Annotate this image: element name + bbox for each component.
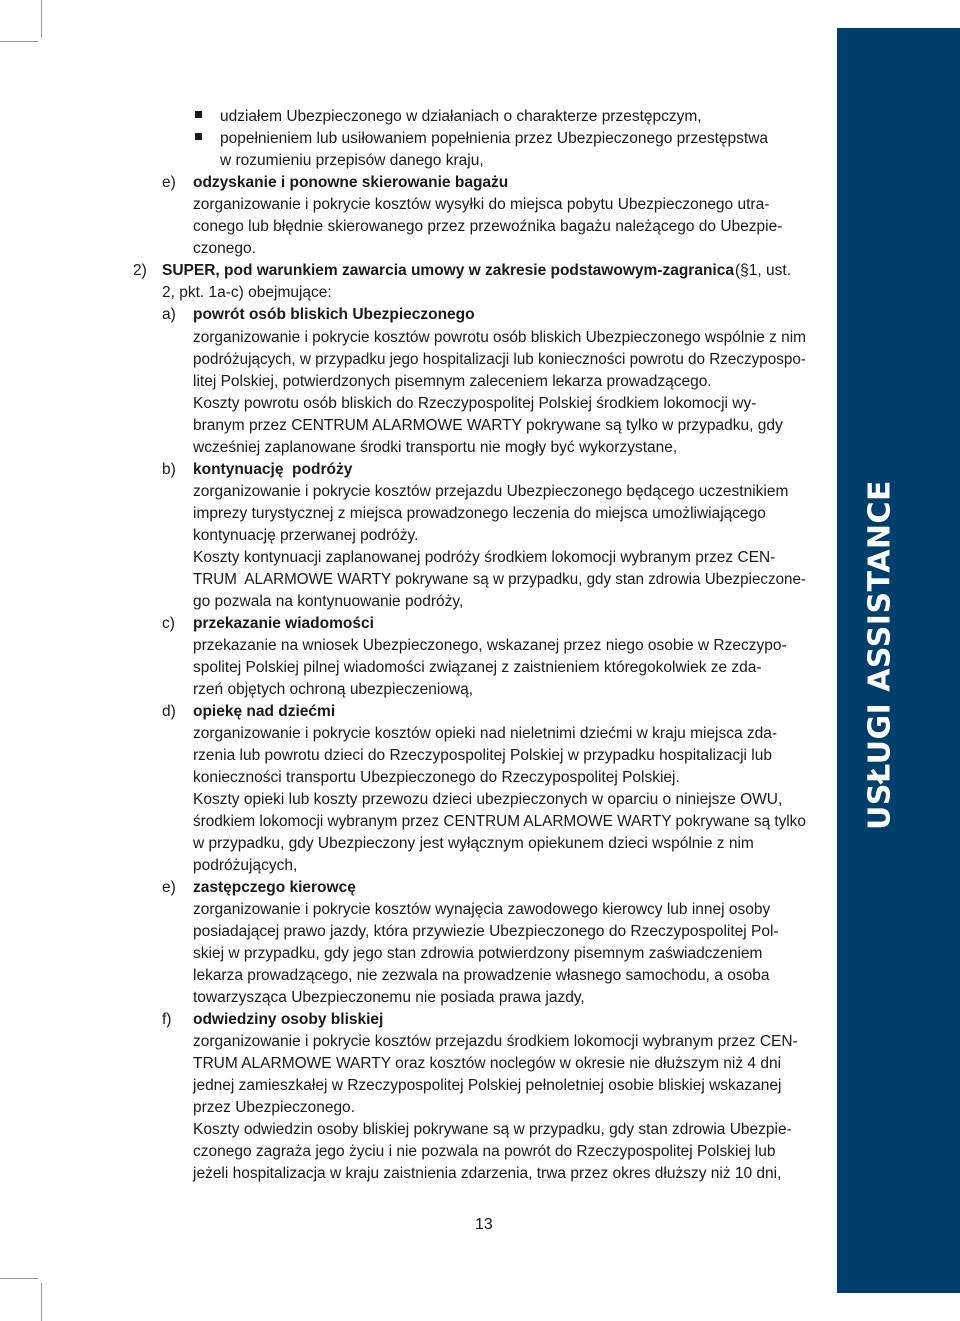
text-line: zorganizowanie i pokrycie kosztów przejazdu środkiem lokomocji wybranym przez CEN- (193, 1033, 798, 1050)
text-line: 2, pkt. 1a-c) obejmujące: (162, 284, 332, 301)
item-heading: zastępczego kierowcę (193, 879, 356, 896)
text-line: towarzysząca Ubezpieczonemu nie posiada prawa jazdy, (193, 989, 585, 1006)
text-line: imprezy turystycznej z miejsca prowadzonego leczenia do miejsca umożliwiającego (193, 505, 766, 522)
text-line: lekarza prowadzącego, nie zezwala na prowadzenie własnego samochodu, a osoba (193, 967, 770, 984)
text-line: conego lub błędnie skierowanego przez przewoźnika bagażu należącego do Ubezpie- (193, 218, 783, 235)
page-number: 13 (475, 1216, 493, 1233)
list-marker: e) (162, 174, 176, 191)
text-line: Koszty kontynuacji zaplanowanej podróży środkiem lokomocji wybranym przez CEN- (193, 549, 776, 566)
text-line: czonego zagraża jego życiu i nie pozwala na powrót do Rzeczypospolitej Polskiej lub (193, 1143, 776, 1160)
text-line: konieczności transportu Ubezpieczonego do Rzeczypospolitej Polskiej. (193, 769, 680, 786)
bullet-icon (195, 133, 202, 140)
text-line: TRUM ALARMOWE WARTY pokrywane są w przypadku, gdy stan zdrowia Ubezpieczone- (193, 571, 806, 588)
text-line: przez Ubezpieczonego. (193, 1099, 355, 1116)
item-heading: odzyskanie i ponowne skierowanie bagażu (193, 174, 509, 191)
text-line: posiadającej prawo jazdy, która przywiezie Ubezpieczonego do Rzeczypospolitej Pol- (193, 923, 779, 940)
text-line: zorganizowanie i pokrycie kosztów wynajęcia zawodowego kierowcy lub innej osoby (193, 901, 771, 918)
list-marker: d) (162, 703, 176, 720)
text-line: czonego. (193, 240, 256, 257)
text-line: w przypadku, gdy Ubezpieczony jest wyłącznym opiekunem dzieci wspólnie z nim (193, 835, 754, 852)
crop-mark (41, 0, 42, 38)
item-heading: kontynuację podróży (193, 461, 353, 478)
section-sidebar (837, 28, 960, 1293)
text-line: przekazanie na wniosek Ubezpieczonego, wskazanej przez niego osobie w Rzeczypo- (193, 637, 787, 654)
text-line: popełnieniem lub usiłowaniem popełnienia przez Ubezpieczonego przestępstwa (220, 130, 769, 147)
text-line: TRUM ALARMOWE WARTY oraz kosztów noclegów w okresie nie dłuższym niż 4 dni (193, 1055, 782, 1072)
text-line: Koszty opieki lub koszty przewozu dzieci ubezpieczonych w oparciu o niniejsze OWU, (193, 791, 783, 808)
text-line: (§1, ust. (735, 262, 791, 279)
section-title: USŁUGI ASSISTANCE (862, 479, 898, 831)
text-line: udziałem Ubezpieczonego w działaniach o charakterze przestępczym, (220, 108, 702, 125)
text-line: zorganizowanie i pokrycie kosztów powrotu osób bliskich Ubezpieczonego wspólnie z nim (193, 329, 806, 346)
text-line: jeżeli hospitalizacja w kraju zaistnienia zdarzenia, trwa przez okres dłuższy niż 10 dni, (193, 1165, 782, 1182)
item-heading: przekazanie wiadomości (193, 615, 374, 632)
text-line: litej Polskiej, potwierdzonych pisemnym zaleceniem lekarza prowadzącego. (193, 373, 712, 390)
text-line: środkiem lokomocji wybranym przez CENTRUM ALARMOWE WARTY pokrywane są tylko (193, 813, 806, 830)
text-line: skiej w przypadku, gdy jego stan zdrowia potwierdzony pisemnym zaświadczeniem (193, 945, 763, 962)
item-heading: opiekę nad dziećmi (193, 703, 336, 720)
item-heading: powrót osób bliskich Ubezpieczonego (193, 306, 475, 323)
text-line: spolitej Polskiej pilnej wiadomości związanej z zaistnieniem któregokolwiek ze zda- (193, 659, 762, 676)
text-line: jednej zamieszkałej w Rzeczypospolitej Polskiej pełnoletniej osobie bliskiej wskazanej (193, 1077, 782, 1094)
list-marker: f) (162, 1011, 172, 1028)
list-marker: 2) (133, 262, 147, 279)
text-line: rzeń objętych ochroną ubezpieczeniową, (193, 681, 474, 698)
text-line: wcześniej zaplanowane środki transportu nie mogły być wykorzystane, (193, 439, 678, 456)
text-line: kontynuację przerwanej podróży. (193, 527, 419, 544)
crop-mark (0, 1278, 38, 1279)
text-line: branym przez CENTRUM ALARMOWE WARTY pokrywane są tylko w przypadku, gdy (193, 417, 783, 434)
text-line: zorganizowanie i pokrycie kosztów opieki nad nieletnimi dziećmi w kraju miejsca zda- (193, 725, 778, 742)
text-line: podróżujących, (193, 857, 298, 874)
text-line: rzenia lub powrotu dzieci do Rzeczypospolitej Polskiej w przypadku hospitalizacji lub (193, 747, 772, 764)
text-line: zorganizowanie i pokrycie kosztów wysyłki do miejsca pobytu Ubezpieczonego utra- (193, 196, 770, 213)
bullet-icon (195, 111, 202, 118)
section-heading: SUPER, pod warunkiem zawarcia umowy w zakresie podstawowym-zagranica (162, 262, 734, 279)
crop-mark (0, 41, 38, 42)
list-marker: e) (162, 879, 176, 896)
text-line: Koszty powrotu osób bliskich do Rzeczypospolitej Polskiej środkiem lokomocji wy- (193, 395, 757, 412)
text-line: podróżujących, w przypadku jego hospitalizacji lub konieczności powrotu do Rzeczypospo- (193, 351, 806, 368)
text-line: go pozwala na kontynuowanie podróży, (193, 593, 464, 610)
list-marker: c) (162, 615, 175, 632)
list-marker: b) (162, 461, 176, 478)
text-line: zorganizowanie i pokrycie kosztów przejazdu Ubezpieczonego będącego uczestnikiem (193, 483, 789, 500)
text-line: w rozumieniu przepisów danego kraju, (220, 152, 484, 169)
item-heading: odwiedziny osoby bliskiej (193, 1011, 384, 1028)
crop-mark (41, 1283, 42, 1321)
text-line: Koszty odwiedzin osoby bliskiej pokrywane są w przypadku, gdy stan zdrowia Ubezpie- (193, 1121, 792, 1138)
list-marker: a) (162, 306, 176, 323)
